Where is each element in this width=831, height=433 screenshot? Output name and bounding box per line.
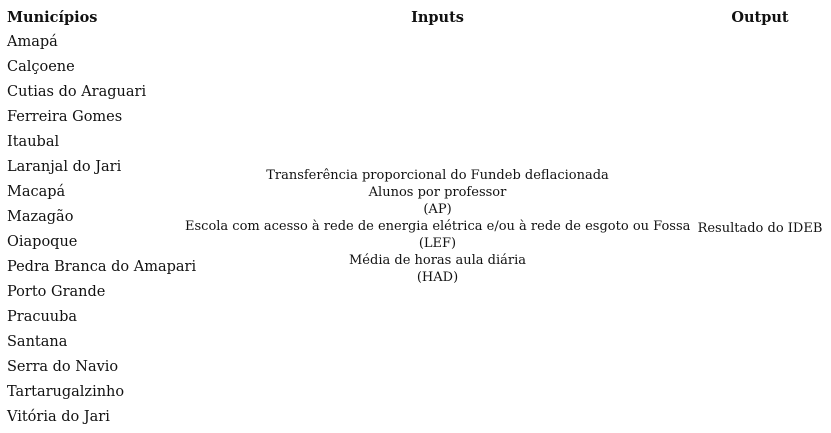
municipality-row: Mazagão bbox=[7, 209, 74, 225]
municipality-row: Serra do Navio bbox=[7, 359, 119, 375]
municipality-row: Santana bbox=[7, 334, 68, 350]
column-header-inputs: Inputs bbox=[411, 9, 464, 26]
input-line-escola-energia-esgoto: Escola com acesso à rede de energia elétrica e/ou à rede de esgoto ou Fossa bbox=[185, 219, 691, 234]
column-header-output: Output bbox=[731, 9, 789, 26]
municipality-row: Pracuuba bbox=[7, 309, 78, 325]
input-line-fundeb: Transferência proporcional do Fundeb deflacionada bbox=[266, 168, 609, 183]
input-abbrev-ap: (AP) bbox=[423, 202, 452, 217]
input-line-horas-aula: Média de horas aula diária bbox=[349, 253, 526, 268]
column-header-municipios: Municípios bbox=[7, 9, 98, 26]
municipality-row: Cutias do Araguari bbox=[7, 84, 147, 100]
municipality-row: Calçoene bbox=[7, 59, 75, 75]
municipality-row: Tartarugalzinho bbox=[7, 384, 125, 400]
input-abbrev-had: (HAD) bbox=[416, 270, 459, 285]
municipality-list bbox=[7, 30, 207, 430]
municipality-row: Pedra Branca do Amapari bbox=[7, 259, 197, 275]
municipality-row: Itaubal bbox=[7, 134, 60, 150]
municipality-row: Vitória do Jari bbox=[7, 409, 110, 425]
output-value-ideb: Resultado do IDEB bbox=[697, 221, 823, 236]
municipality-row: Macapá bbox=[7, 184, 66, 200]
municipality-row: Laranjal do Jari bbox=[7, 159, 122, 175]
municipality-row: Ferreira Gomes bbox=[7, 109, 123, 125]
municipality-row: Oiapoque bbox=[7, 234, 78, 250]
inputs-block bbox=[185, 167, 690, 286]
municipality-row: Amapá bbox=[7, 34, 58, 50]
input-abbrev-lef: (LEF) bbox=[418, 236, 457, 251]
municipality-row: Porto Grande bbox=[7, 284, 106, 300]
input-line-alunos-professor: Alunos por professor bbox=[368, 185, 507, 200]
